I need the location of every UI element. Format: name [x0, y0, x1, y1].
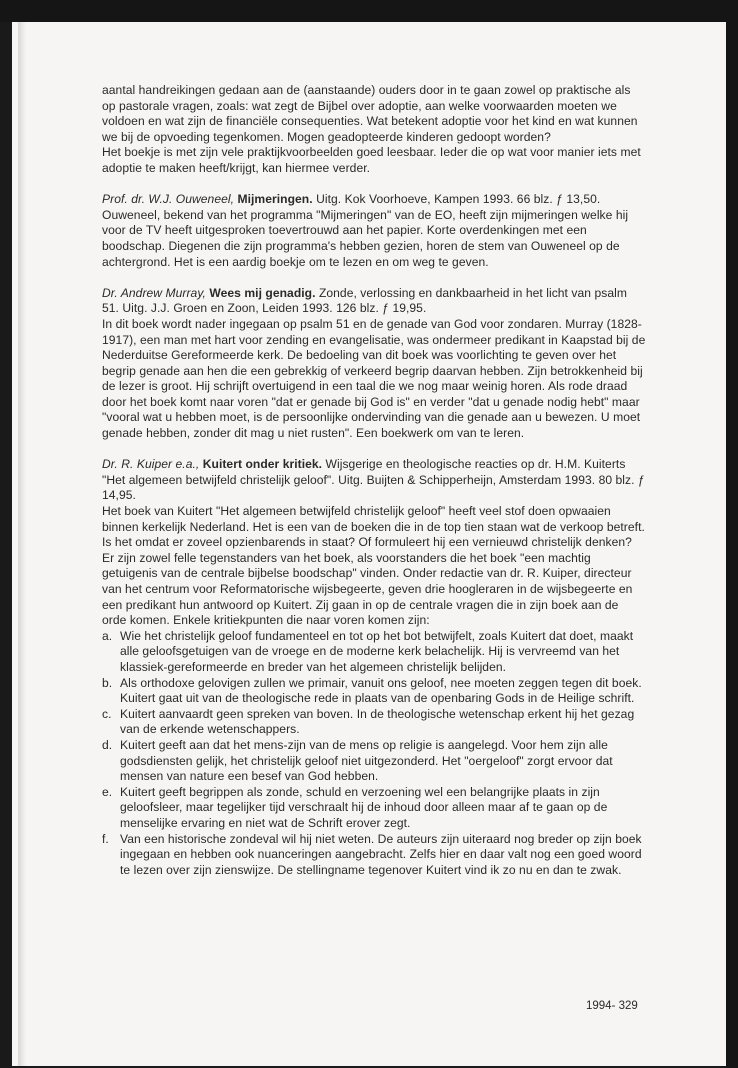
review-1-title: Mijmeringen.	[237, 192, 313, 207]
list-item: e. Kuitert geeft begrippen als zonde, schuld en verzoening wel een belangrijke plaats in zijn geloofsleer, maar tegelijker tijd verschraalt hij de inhoud door alleen maar af te gaan op de menselijke ervaring en niet wat de Schrift erover zegt.	[102, 784, 608, 830]
review-1-publication: Uitg. Kok Voorhoeve, Kampen 1993. 66 blz. ƒ 13,50.	[316, 192, 601, 207]
review-1-body: Ouweneel, bekend van het programma "Mijmeringen" van de EO, heeft zijn mijmeringen welke hij voor de TV heeft uitgesproken toevertrouwd aan het papier. Korte overdenkingen met een boodschap. Diegenen die zijn programma's hebben gezien, horen de stem van Ouweneel op de achtergrond. Het is een aardig boekje om te lezen en om weg te geven.	[102, 207, 629, 269]
review-3-title: Kuitert onder kritiek.	[202, 457, 323, 472]
list-item: f. Van een historische zondeval wil hij niet weten. De auteurs zijn uiteraard nog breder op zijn boek ingegaan en hebben ook nuanceringen aangebracht. Zelfs hier en daar valt nog een goed woord te lezen over zijn zienswijze. De stellingname tegenover Kuitert vind ik zo nu en dan te zwak.	[102, 831, 642, 877]
list-item: b. Als orthodoxe gelovigen zullen we primair, vanuit ons geloof, nee moeten zeggen tegen dit boek. Kuitert gaat uit van de theologische rede in plaats van de openbaring Gods in de Heilige schrift.	[102, 675, 642, 706]
critique-list	[102, 629, 646, 879]
review-2-author: Dr. Andrew Murray,	[102, 285, 206, 300]
review-2-title: Wees mij genadig.	[209, 285, 316, 300]
review-1-heading	[102, 192, 646, 208]
page-number: 1994- 329	[586, 1000, 638, 1012]
page-spine-shadow	[18, 22, 26, 1066]
intro-paragraph-2: Het boekje is met zijn vele praktijkvoorbeelden goed leesbaar. Ieder die op wat voor manier iets met adoptie te maken heeft/krijgt, kan hiermee verder.	[102, 145, 641, 175]
scan-border-right	[726, 0, 738, 1068]
review-3-publication: Wijsgerige en theologische reacties op dr. H.M. Kuiterts "Het algemeen betwijfeld christelijk geloof". Uitg. Buijten & Schipperheijn, Amsterdam 1993. 80 blz. ƒ 14,95.	[102, 457, 645, 503]
review-1-author: Prof. dr. W.J. Ouweneel,	[102, 192, 235, 207]
list-item: c. Kuitert aanvaardt geen spreken van boven. In de theologische wetenschap erkent hij het gezag van de erkende wetenschappers.	[102, 706, 635, 737]
text-column	[102, 83, 646, 878]
review-3-body: Het boek van Kuitert "Het algemeen betwijfeld christelijk geloof" heeft veel stof doen opwaaien binnen kerkelijk Nederland. Het is een van de boeken die in de top tien staan wat de verkoop betreft. Is het omdat er zoveel opzienbarends in staat? Of formuleert hij een vernieuwd christelijk denken? Er zijn zowel felle tegenstanders van het boek, als voorstanders die het boek "een machtig getuigenis van de centrale bijbelse boodschap" vinden. Onder redactie van dr. R. Kuiper, directeur van het centrum voor Reformatorische wijsbegeerte, geven drie hoogleraren in de wijsbegeerte en een predikant hun antwoord op Kuitert. Zij gaan in op de centrale vragen die in zijn boek aan de orde komen. Enkele kritiekpunten die naar voren komen zijn:	[102, 504, 645, 628]
review-2-body: In dit boek wordt nader ingegaan op psalm 51 en de genade van God voor zondaren. Murray (1828-1917), een man met hart voor zending en evangelisatie, was ondermeer predikant in Kaapstad bij de Nederduitse Gereformeerde kerk. De bedoeling van dit boek was voorlichting te geven over het begrip genade aan hen die een gebrekkig of verkeerd begrip daarvan hebben. Zijn betrokkenheid bij de lezer is groot. Hij schrijft overtuigend in een taal die we nog maar weinig horen. Als rode draad door het boek komt naar voren "dat er genade bij God is" en verder "dat u genade nodig hebt" maar "vooral wat u hebben moet, is de persoonlijke ondervinding van die genade aan u bewezen. U moet genade hebben, zonder dit mag u niet rusten". Een boekwerk om van te leren.	[102, 316, 646, 441]
review-2-publication: Zonde, verlossing en dankbaarheid in het licht van psalm 51. Uitg. J.J. Groen en Zoon, Leiden 1993. 126 blz. ƒ 19,95.	[102, 285, 627, 316]
intro-paragraph-1: aantal handreikingen gedaan aan de (aanstaande) ouders door in te gaan zowel op praktische als op pastorale vragen, zoals: wat zegt de Bijbel over adoptie, aan welke voorwaarden moeten we voldoen en wat zijn de financiële consequenties. Wat betekent adoptie voor het kind en wat kunnen we bij de opvoeding tegenkomen. Mogen geadopteerde kinderen gedoopt worden?	[102, 83, 638, 144]
review-3-heading	[102, 457, 646, 504]
scan-border-top	[0, 0, 738, 22]
list-item: d. Kuitert geeft aan dat het mens-zijn van de mens op religie is aangelegd. Voor hem zijn alle godsdiensten gelijk, het christelijk geloof niet uitgezonderd. Het "oergeloof" zorgt ervoor dat mensen van nature een besef van God hebben.	[102, 737, 613, 784]
review-2-heading	[102, 286, 646, 317]
review-3-author: Dr. R. Kuiper e.a.,	[102, 457, 200, 472]
list-item: a. Wie het christelijk geloof fundamenteel en tot op het bot betwijfelt, zoals Kuitert dat doet, maakt alle geloofsgetuigen van de vroege en de moderne kerk belachelijk. Hij is vervreemd van het klassiek-gereformeerde en breder van het algemeen christelijk belijden.	[102, 628, 634, 674]
